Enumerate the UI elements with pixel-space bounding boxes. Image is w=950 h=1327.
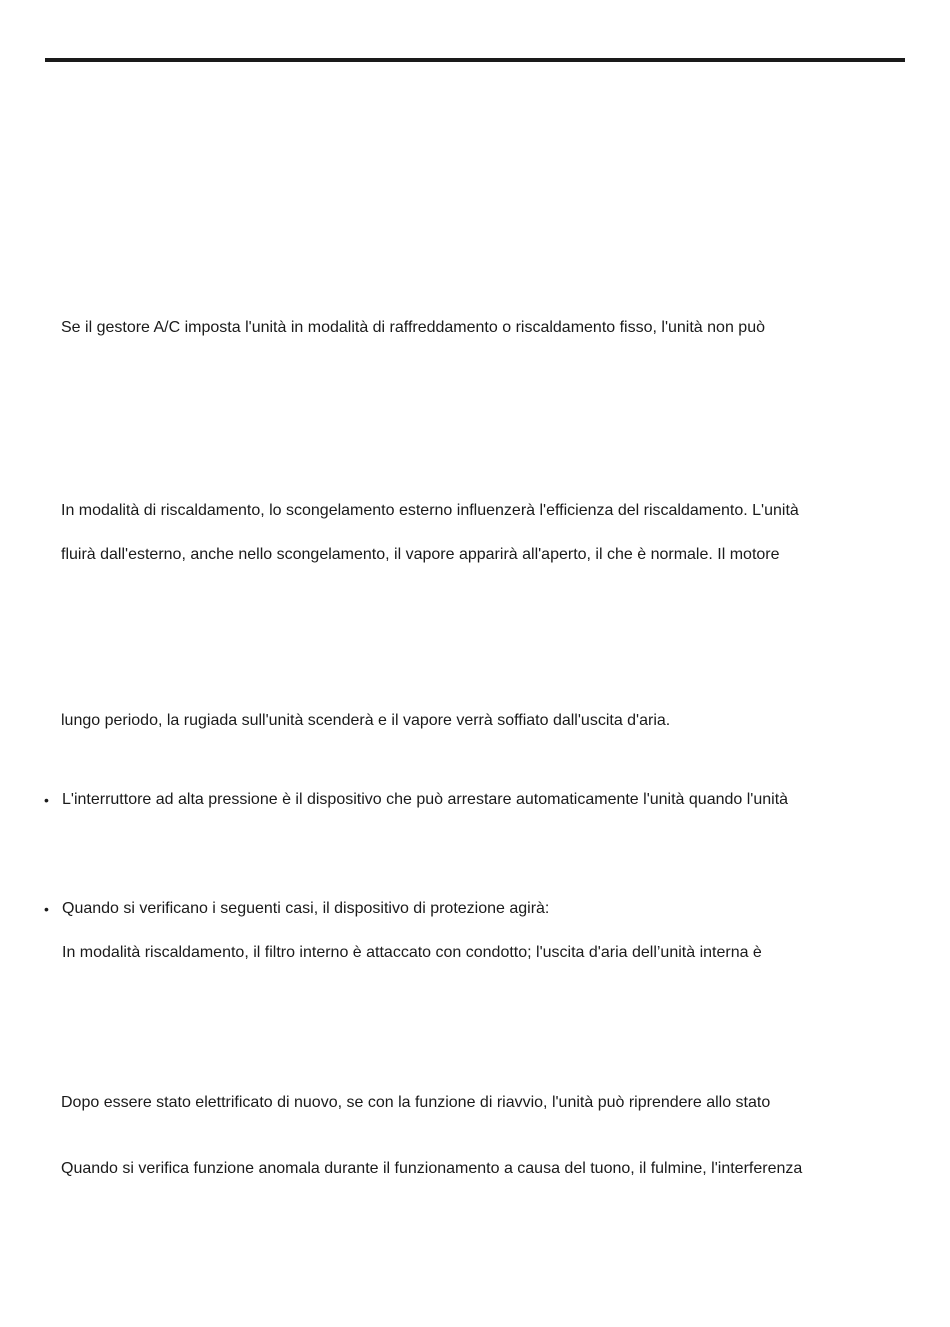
bullet-icon: • — [44, 901, 49, 917]
paragraph-line: fluirà dall'esterno, anche nello scongelamento, il vapore apparirà all'aperto, il che è normale. Il motore — [61, 546, 780, 563]
bullet-item: Quando si verificano i seguenti casi, il dispositivo di protezione agirà: — [62, 900, 550, 917]
paragraph-line: Quando si verifica funzione anomala durante il funzionamento a causa del tuono, il fulmine, l'interferenza — [61, 1160, 803, 1177]
paragraph-line: In modalità riscaldamento, il filtro interno è attaccato con condotto; l'uscita d'aria dell’unità interna è — [62, 944, 762, 961]
paragraph-line: Se il gestore A/C imposta l'unità in modalità di raffreddamento o riscaldamento fisso, l'unità non può — [61, 319, 765, 336]
paragraph-line: lungo periodo, la rugiada sull'unità scenderà e il vapore verrà soffiato dall'uscita d'aria. — [61, 712, 671, 729]
bullet-item: L'interruttore ad alta pressione è il dispositivo che può arrestare automaticamente l'unità quando l'unità — [62, 791, 789, 808]
paragraph-line: Dopo essere stato elettrificato di nuovo, se con la funzione di riavvio, l'unità può riprendere allo stato — [61, 1094, 771, 1111]
paragraph-line: In modalità di riscaldamento, lo scongelamento esterno influenzerà l'efficienza del riscaldamento. L'unità — [61, 502, 799, 519]
bullet-icon: • — [44, 792, 49, 808]
header-rule — [45, 58, 905, 62]
